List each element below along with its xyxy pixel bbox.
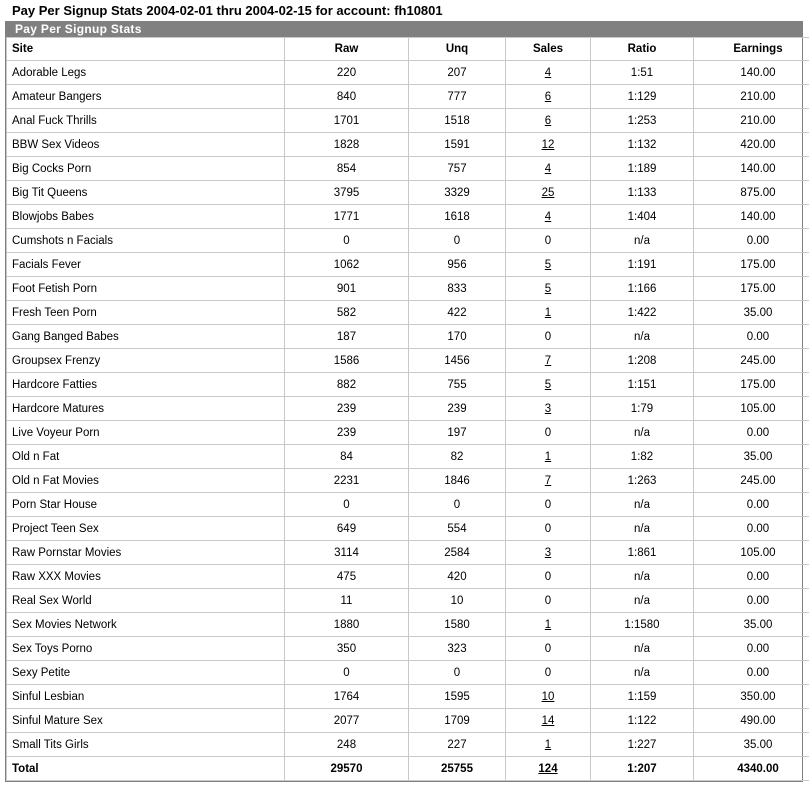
site-cell: Hardcore Matures [7,397,285,421]
sales-cell [506,181,591,205]
unq-cell: 755 [409,373,506,397]
site-cell: Fresh Teen Porn [7,301,285,325]
unq-cell: 757 [409,157,506,181]
raw-cell: 854 [285,157,409,181]
ratio-cell: 1:122 [591,709,694,733]
ratio-cell: n/a [591,229,694,253]
earnings-cell: 0.00 [694,517,809,541]
ratio-cell: n/a [591,661,694,685]
raw-cell: 187 [285,325,409,349]
ratio-cell: 1:79 [591,397,694,421]
table-row [7,277,809,301]
site-cell: Big Tit Queens [7,181,285,205]
table-row [7,517,809,541]
site-cell: Gang Banged Babes [7,325,285,349]
sales-cell [506,733,591,757]
column-header-raw: Raw [285,38,409,61]
total-earnings: 4340.00 [694,757,809,781]
sales-cell [506,157,591,181]
table-row [7,565,809,589]
unq-cell: 1846 [409,469,506,493]
sales-link[interactable]: 4 [544,162,552,175]
table-row [7,733,809,757]
table-row [7,445,809,469]
site-cell: Small Tits Girls [7,733,285,757]
unq-cell: 227 [409,733,506,757]
site-cell: Adorable Legs [7,61,285,85]
total-sales-link[interactable]: 124 [538,762,558,775]
unq-cell: 207 [409,61,506,85]
site-cell: Blowjobs Babes [7,205,285,229]
sales-link[interactable]: 4 [544,66,552,79]
table-row [7,637,809,661]
site-cell: Sinful Mature Sex [7,709,285,733]
ratio-cell: n/a [591,517,694,541]
ratio-cell: 1:263 [591,469,694,493]
earnings-cell: 35.00 [694,613,809,637]
ratio-cell: 1:82 [591,445,694,469]
raw-cell: 248 [285,733,409,757]
site-cell: Anal Fuck Thrills [7,109,285,133]
sales-cell: 0 [506,565,591,589]
sales-cell [506,109,591,133]
unq-cell: 1591 [409,133,506,157]
ratio-cell: 1:208 [591,349,694,373]
site-cell: Raw XXX Movies [7,565,285,589]
unq-cell: 1618 [409,205,506,229]
ratio-cell: 1:189 [591,157,694,181]
sales-cell [506,205,591,229]
sales-cell [506,445,591,469]
earnings-cell: 105.00 [694,397,809,421]
sales-cell [506,301,591,325]
sales-cell [506,613,591,637]
site-cell: Old n Fat [7,445,285,469]
table-row [7,421,809,445]
total-raw: 29570 [285,757,409,781]
earnings-cell: 420.00 [694,133,809,157]
raw-cell: 1764 [285,685,409,709]
table-row [7,85,809,109]
raw-cell: 649 [285,517,409,541]
ratio-cell: n/a [591,589,694,613]
ratio-cell: n/a [591,493,694,517]
unq-cell: 82 [409,445,506,469]
ratio-cell: 1:166 [591,277,694,301]
raw-cell: 239 [285,421,409,445]
unq-cell: 420 [409,565,506,589]
site-cell: Amateur Bangers [7,85,285,109]
sales-cell: 0 [506,493,591,517]
raw-cell: 11 [285,589,409,613]
sales-link[interactable]: 14 [541,714,555,727]
sales-link[interactable]: 1 [544,618,552,631]
earnings-cell: 140.00 [694,205,809,229]
table-row [7,373,809,397]
raw-cell: 1701 [285,109,409,133]
ratio-cell: 1:133 [591,181,694,205]
total-row [7,757,809,781]
site-cell: Cumshots n Facials [7,229,285,253]
site-cell: Foot Fetish Porn [7,277,285,301]
sales-link[interactable]: 25 [541,186,555,199]
sales-cell: 0 [506,661,591,685]
column-header-earnings: Earnings [694,38,809,61]
earnings-cell: 105.00 [694,541,809,565]
total-unq: 25755 [409,757,506,781]
table-row [7,61,809,85]
earnings-cell: 0.00 [694,493,809,517]
table-row [7,613,809,637]
sales-cell [506,709,591,733]
ratio-cell: 1:151 [591,373,694,397]
unq-cell: 170 [409,325,506,349]
sales-link[interactable]: 1 [544,306,552,319]
earnings-cell: 35.00 [694,301,809,325]
sales-cell: 0 [506,229,591,253]
section-title: Pay Per Signup Stats [6,22,802,37]
sales-cell [506,469,591,493]
site-cell: Sinful Lesbian [7,685,285,709]
unq-cell: 833 [409,277,506,301]
earnings-cell: 0.00 [694,661,809,685]
unq-cell: 1456 [409,349,506,373]
raw-cell: 840 [285,85,409,109]
ratio-cell: 1:51 [591,61,694,85]
earnings-cell: 210.00 [694,85,809,109]
table-row [7,493,809,517]
earnings-cell: 245.00 [694,469,809,493]
sales-cell [506,373,591,397]
sales-link[interactable]: 3 [544,402,552,415]
table-row [7,157,809,181]
column-header-ratio: Ratio [591,38,694,61]
sales-link[interactable]: 7 [544,354,552,367]
earnings-cell: 35.00 [694,733,809,757]
ratio-cell: n/a [591,421,694,445]
total-sales-cell [506,757,591,781]
column-header-sales: Sales [506,38,591,61]
site-cell: Live Voyeur Porn [7,421,285,445]
earnings-cell: 490.00 [694,709,809,733]
sales-cell [506,397,591,421]
sales-cell [506,541,591,565]
unq-cell: 1595 [409,685,506,709]
raw-cell: 3795 [285,181,409,205]
raw-cell: 0 [285,661,409,685]
table-row [7,325,809,349]
sales-link[interactable]: 6 [544,90,552,103]
unq-cell: 422 [409,301,506,325]
sales-link[interactable]: 3 [544,546,552,559]
site-cell: Facials Fever [7,253,285,277]
unq-cell: 0 [409,229,506,253]
sales-cell: 0 [506,589,591,613]
total-label: Total [7,757,285,781]
unq-cell: 197 [409,421,506,445]
sales-cell: 0 [506,637,591,661]
unq-cell: 323 [409,637,506,661]
raw-cell: 1771 [285,205,409,229]
table-row [7,109,809,133]
sales-cell: 0 [506,517,591,541]
earnings-cell: 0.00 [694,637,809,661]
unq-cell: 1709 [409,709,506,733]
earnings-cell: 350.00 [694,685,809,709]
stats-table [6,37,809,781]
ratio-cell: 1:159 [591,685,694,709]
sales-cell: 0 [506,421,591,445]
raw-cell: 1880 [285,613,409,637]
table-row [7,205,809,229]
earnings-cell: 0.00 [694,565,809,589]
earnings-cell: 175.00 [694,277,809,301]
site-cell: BBW Sex Videos [7,133,285,157]
table-row [7,661,809,685]
raw-cell: 2077 [285,709,409,733]
earnings-cell: 140.00 [694,157,809,181]
table-row [7,349,809,373]
earnings-cell: 245.00 [694,349,809,373]
sales-link[interactable]: 6 [544,114,552,127]
earnings-cell: 140.00 [694,61,809,85]
ratio-cell: 1:253 [591,109,694,133]
raw-cell: 220 [285,61,409,85]
ratio-cell: 1:191 [591,253,694,277]
table-row [7,301,809,325]
ratio-cell: 1:861 [591,541,694,565]
table-body [7,61,809,757]
raw-cell: 350 [285,637,409,661]
sales-cell [506,133,591,157]
table-row [7,181,809,205]
site-cell: Sexy Petite [7,661,285,685]
raw-cell: 3114 [285,541,409,565]
earnings-cell: 175.00 [694,253,809,277]
site-cell: Sex Movies Network [7,613,285,637]
raw-cell: 882 [285,373,409,397]
sales-cell [506,277,591,301]
unq-cell: 777 [409,85,506,109]
unq-cell: 554 [409,517,506,541]
table-row [7,469,809,493]
earnings-cell: 0.00 [694,421,809,445]
raw-cell: 582 [285,301,409,325]
page-title: Pay Per Signup Stats 2004-02-01 thru 2004-02-15 for account: fh10801 [12,3,443,18]
raw-cell: 2231 [285,469,409,493]
ratio-cell: 1:404 [591,205,694,229]
table-row [7,133,809,157]
table-row [7,541,809,565]
raw-cell: 1062 [285,253,409,277]
unq-cell: 0 [409,493,506,517]
earnings-cell: 210.00 [694,109,809,133]
sales-link[interactable]: 4 [544,210,552,223]
unq-cell: 3329 [409,181,506,205]
stats-panel [5,21,803,782]
earnings-cell: 35.00 [694,445,809,469]
site-cell: Big Cocks Porn [7,157,285,181]
sales-cell [506,61,591,85]
raw-cell: 84 [285,445,409,469]
ratio-cell: n/a [591,637,694,661]
sales-cell: 0 [506,325,591,349]
site-cell: Old n Fat Movies [7,469,285,493]
raw-cell: 475 [285,565,409,589]
unq-cell: 239 [409,397,506,421]
ratio-cell: n/a [591,325,694,349]
earnings-cell: 0.00 [694,589,809,613]
earnings-cell: 175.00 [694,373,809,397]
site-cell: Sex Toys Porno [7,637,285,661]
site-cell: Project Teen Sex [7,517,285,541]
unq-cell: 10 [409,589,506,613]
earnings-cell: 0.00 [694,325,809,349]
ratio-cell: 1:129 [591,85,694,109]
sales-link[interactable]: 7 [544,474,552,487]
table-row [7,229,809,253]
raw-cell: 1828 [285,133,409,157]
raw-cell: 0 [285,493,409,517]
sales-cell [506,85,591,109]
table-row [7,397,809,421]
unq-cell: 1580 [409,613,506,637]
ratio-cell: 1:132 [591,133,694,157]
raw-cell: 239 [285,397,409,421]
ratio-cell: 1:1580 [591,613,694,637]
ratio-cell: n/a [591,565,694,589]
raw-cell: 1586 [285,349,409,373]
sales-link[interactable]: 5 [544,258,552,271]
sales-link[interactable]: 1 [544,738,552,751]
table-header-row [7,38,809,61]
sales-link[interactable]: 10 [541,690,555,703]
table-row [7,685,809,709]
table-row [7,589,809,613]
column-header-unq: Unq [409,38,506,61]
site-cell: Real Sex World [7,589,285,613]
site-cell: Porn Star House [7,493,285,517]
total-ratio: 1:207 [591,757,694,781]
table-row [7,253,809,277]
sales-cell [506,349,591,373]
earnings-cell: 0.00 [694,229,809,253]
table-row [7,709,809,733]
raw-cell: 901 [285,277,409,301]
unq-cell: 0 [409,661,506,685]
sales-cell [506,685,591,709]
ratio-cell: 1:227 [591,733,694,757]
sales-link[interactable]: 12 [541,138,555,151]
site-cell: Hardcore Fatties [7,373,285,397]
sales-link[interactable]: 1 [544,450,552,463]
sales-link[interactable]: 5 [544,378,552,391]
unq-cell: 1518 [409,109,506,133]
site-cell: Raw Pornstar Movies [7,541,285,565]
column-header-site: Site [7,38,285,61]
unq-cell: 956 [409,253,506,277]
sales-link[interactable]: 5 [544,282,552,295]
ratio-cell: 1:422 [591,301,694,325]
sales-cell [506,253,591,277]
earnings-cell: 875.00 [694,181,809,205]
unq-cell: 2584 [409,541,506,565]
raw-cell: 0 [285,229,409,253]
site-cell: Groupsex Frenzy [7,349,285,373]
